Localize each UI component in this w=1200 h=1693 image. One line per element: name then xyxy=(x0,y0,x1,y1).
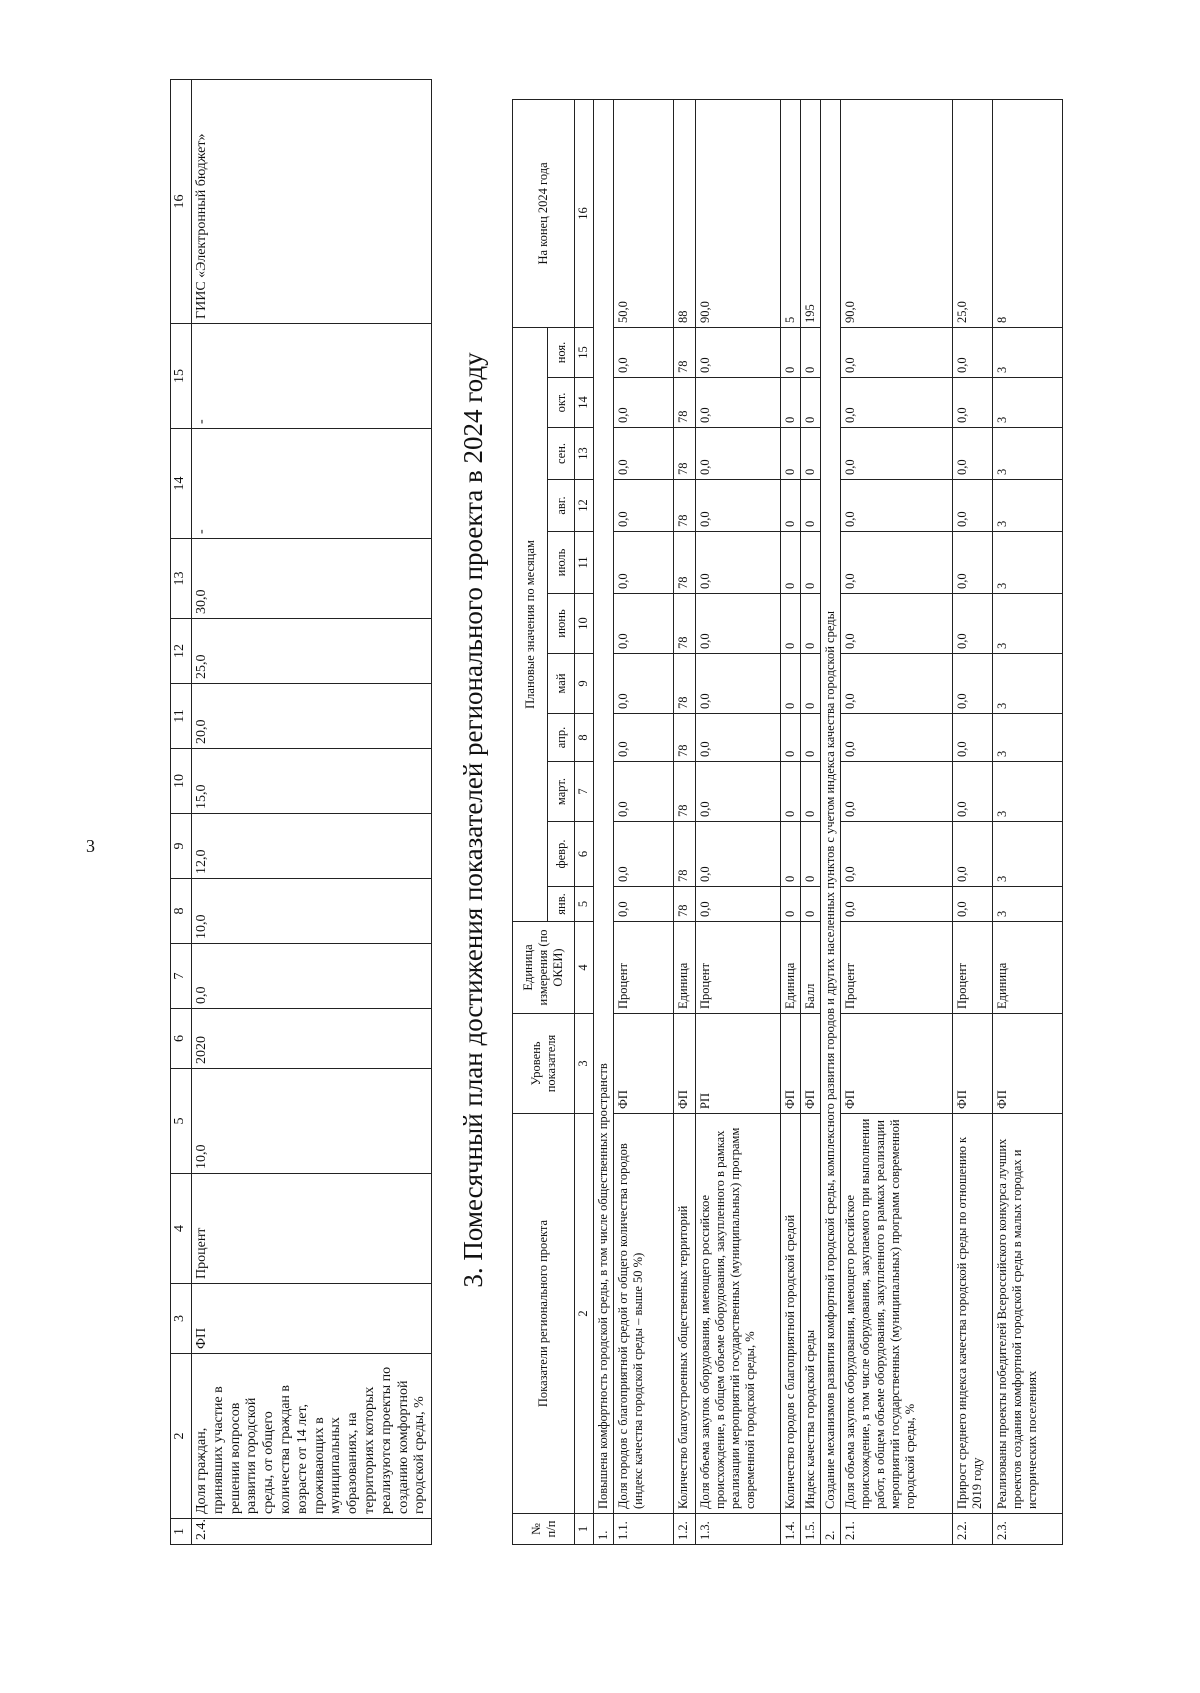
month-value: 0,0 xyxy=(614,714,674,762)
value-cell: 0,0 xyxy=(192,944,432,1009)
header-year-end: На конец 2024 года xyxy=(513,99,575,327)
indicator-unit: Процент xyxy=(696,922,781,1014)
section-row xyxy=(594,99,614,1544)
month-value: 3 xyxy=(993,654,1063,714)
col-number: 2 xyxy=(171,1354,192,1519)
value-cell: 12,0 xyxy=(192,814,432,879)
month-value: 0,0 xyxy=(953,428,993,480)
month-value: 78 xyxy=(674,428,696,480)
col-number: 14 xyxy=(171,429,192,539)
col-number: 11 xyxy=(171,684,192,749)
indicator-level: ФП xyxy=(781,1014,801,1114)
month-value: 0,0 xyxy=(953,378,993,428)
month-value: 3 xyxy=(993,887,1063,922)
indicator-unit: Процент xyxy=(192,1174,432,1284)
month-value: 0 xyxy=(801,532,821,594)
indicator-name: Индекс качества городской среды xyxy=(801,1114,821,1514)
row-number: 1.1. xyxy=(614,1514,674,1545)
col-number: 13 xyxy=(171,539,192,619)
value-cell: - xyxy=(192,324,432,429)
year-end-value: 90,0 xyxy=(841,99,953,327)
indicator-unit: Балл xyxy=(801,922,821,1014)
month-value: 0,0 xyxy=(696,428,781,480)
table-row xyxy=(696,99,781,1544)
indicator-level: РП xyxy=(696,1014,781,1114)
col-number: 5 xyxy=(575,887,594,922)
section1-rows xyxy=(614,99,821,1544)
row-number: 1.3. xyxy=(696,1514,781,1545)
indicator-name: Доля городов с благоприятной средой от общего количества городов (индекс качества городской среды – выше 50 %) xyxy=(614,1114,674,1514)
header-month: окт. xyxy=(548,378,575,428)
section-row xyxy=(821,99,841,1544)
month-value: 0 xyxy=(781,594,801,654)
month-value: 3 xyxy=(993,532,1063,594)
month-value: 0,0 xyxy=(696,327,781,377)
month-value: 78 xyxy=(674,654,696,714)
month-value: 0,0 xyxy=(953,594,993,654)
month-value: 0 xyxy=(801,887,821,922)
header-num: № п/п xyxy=(513,1514,575,1545)
col-number: 7 xyxy=(171,944,192,1009)
month-value: 0,0 xyxy=(953,887,993,922)
header-month: май xyxy=(548,654,575,714)
header-indicator: Показатели регионального проекта xyxy=(513,1114,575,1514)
base-year: 2020 xyxy=(192,1009,432,1069)
month-value: 0,0 xyxy=(841,480,953,532)
col-number: 7 xyxy=(575,762,594,822)
month-value: 0,0 xyxy=(841,822,953,887)
row-number: 2.3. xyxy=(993,1514,1063,1545)
landscape-content xyxy=(170,95,1170,1545)
indicator-unit: Процент xyxy=(614,922,674,1014)
header-level: Уровень показателя xyxy=(513,1014,575,1114)
column-number-row xyxy=(171,80,192,1545)
col-number: 16 xyxy=(575,99,594,327)
table-row xyxy=(953,99,993,1544)
month-value: 0,0 xyxy=(953,762,993,822)
indicator-name: Количество городов с благоприятной городской средой xyxy=(781,1114,801,1514)
month-value: 0,0 xyxy=(696,594,781,654)
col-number: 9 xyxy=(171,814,192,879)
indicator-level: ФП xyxy=(674,1014,696,1114)
month-value: 0,0 xyxy=(696,480,781,532)
col-number: 3 xyxy=(575,1014,594,1114)
col-number: 9 xyxy=(575,654,594,714)
month-value: 0,0 xyxy=(841,887,953,922)
indicator-level: ФП xyxy=(993,1014,1063,1114)
page-number: 3 xyxy=(86,836,95,856)
indicator-unit: Единица xyxy=(781,922,801,1014)
month-value: 0,0 xyxy=(696,654,781,714)
column-number-row xyxy=(575,99,594,1544)
month-value: 3 xyxy=(993,594,1063,654)
month-value: 0,0 xyxy=(953,714,993,762)
row-number: 1.2. xyxy=(674,1514,696,1545)
row-number: 1.5. xyxy=(801,1514,821,1545)
month-value: 0 xyxy=(781,480,801,532)
header-month: сен. xyxy=(548,428,575,480)
indicator-level: ФП xyxy=(801,1014,821,1114)
indicator-level: ФП xyxy=(614,1014,674,1114)
section-title: 3. Помесячный план достижения показателей регионального проекта в 2024 году xyxy=(458,352,488,1288)
table-row xyxy=(614,99,674,1544)
indicator-name: Реализованы проекты победителей Всероссийского конкурса лучших проектов создания комфортной городской среды в малых городах и исторических поселениях xyxy=(993,1114,1063,1514)
month-value: 0,0 xyxy=(841,762,953,822)
indicator-level: ФП xyxy=(841,1014,953,1114)
month-value: 0 xyxy=(781,378,801,428)
year-end-value: 5 xyxy=(781,99,801,327)
table-row xyxy=(801,99,821,1544)
month-value: 0,0 xyxy=(614,887,674,922)
year-end-value: 88 xyxy=(674,99,696,327)
col-number: 8 xyxy=(575,714,594,762)
header-month: февр. xyxy=(548,822,575,887)
month-value: 0 xyxy=(781,428,801,480)
col-number: 8 xyxy=(171,879,192,944)
month-value: 0,0 xyxy=(614,594,674,654)
month-value: 0 xyxy=(801,428,821,480)
month-value: 0,0 xyxy=(841,654,953,714)
value-cell: 15,0 xyxy=(192,749,432,814)
col-number: 6 xyxy=(575,822,594,887)
month-value: 0,0 xyxy=(696,887,781,922)
value-cell: 10,0 xyxy=(192,879,432,944)
month-value: 0 xyxy=(781,714,801,762)
month-value: 78 xyxy=(674,762,696,822)
month-value: 0 xyxy=(801,378,821,428)
month-value: 0 xyxy=(801,654,821,714)
table-row xyxy=(674,99,696,1544)
col-number: 10 xyxy=(575,594,594,654)
table-row xyxy=(781,99,801,1544)
indicator-unit: Процент xyxy=(953,922,993,1014)
month-value: 0 xyxy=(781,762,801,822)
col-number: 15 xyxy=(575,327,594,377)
month-value: 0,0 xyxy=(953,654,993,714)
month-value: 78 xyxy=(674,327,696,377)
month-value: 0,0 xyxy=(614,654,674,714)
month-value: 78 xyxy=(674,594,696,654)
monthly-plan-table xyxy=(512,99,1063,1545)
month-value: 78 xyxy=(674,378,696,428)
month-value: 0 xyxy=(781,887,801,922)
col-number: 11 xyxy=(575,532,594,594)
month-value: 78 xyxy=(674,532,696,594)
month-value: 3 xyxy=(993,327,1063,377)
indicator-name: Доля объема закупок оборудования, имеющего российское происхождение, в общем объеме оборудования, закупленного в рамках реализации мероприятий государственных (муниципальных) программ современной городской среды, % xyxy=(696,1114,781,1514)
col-number: 5 xyxy=(171,1069,192,1174)
month-value: 0 xyxy=(781,654,801,714)
indicator-name: Доля объема закупок оборудования, имеющего российское происхождение, в том числе оборудования, закупаемого при выполнении работ, в общем объеме оборудования, закупленного в рамках реализации мероприятий государственных (муниципальных) программ современной городской среды, % xyxy=(841,1114,953,1514)
col-number: 4 xyxy=(171,1174,192,1284)
month-value: 0,0 xyxy=(841,428,953,480)
month-value: 0,0 xyxy=(614,762,674,822)
col-number: 2 xyxy=(575,1114,594,1514)
month-value: 0 xyxy=(801,714,821,762)
month-value: 0,0 xyxy=(614,532,674,594)
month-value: 0,0 xyxy=(841,594,953,654)
month-value: 0 xyxy=(781,532,801,594)
header-month: апр. xyxy=(548,714,575,762)
col-number: 15 xyxy=(171,324,192,429)
row-number: 2.2. xyxy=(953,1514,993,1545)
month-value: 0 xyxy=(801,594,821,654)
month-value: 0,0 xyxy=(614,378,674,428)
row-number: 2.4. xyxy=(192,1519,432,1545)
section-title-cell: Повышена комфортность городской среды, в том числе общественных пространств xyxy=(594,99,614,1513)
value-cell: - xyxy=(192,429,432,539)
data-source: ГИИС «Электронный бюджет» xyxy=(192,80,432,324)
row-number: 2.1. xyxy=(841,1514,953,1545)
col-number: 16 xyxy=(171,80,192,324)
col-number: 12 xyxy=(575,480,594,532)
row-number: 1.4. xyxy=(781,1514,801,1545)
month-value: 0,0 xyxy=(614,480,674,532)
section-number: 1. xyxy=(594,1514,614,1545)
month-value: 0,0 xyxy=(696,532,781,594)
year-end-value: 50,0 xyxy=(614,99,674,327)
month-value: 0 xyxy=(781,327,801,377)
indicator-unit: Единица xyxy=(993,922,1063,1014)
month-value: 0 xyxy=(781,822,801,887)
col-number: 14 xyxy=(575,378,594,428)
section-number: 2. xyxy=(821,1514,841,1545)
indicator-level: ФП xyxy=(192,1284,432,1354)
col-number: 13 xyxy=(575,428,594,480)
month-value: 0,0 xyxy=(953,480,993,532)
indicator-name: Доля граждан, принявших участие в решении вопросов развития городской среды, от общего количества граждан в возрасте от 14 лет, проживающих в муниципальных образованиях, на территориях которых реализуются проекты по созданию комфортной городской среды, % xyxy=(192,1354,432,1519)
col-number: 12 xyxy=(171,619,192,684)
col-number: 4 xyxy=(575,922,594,1014)
table-row xyxy=(841,99,953,1544)
indicator-unit: Единица xyxy=(674,922,696,1014)
header-month: июль xyxy=(548,532,575,594)
month-value: 78 xyxy=(674,822,696,887)
header-unit: Единица измерения (по ОКЕИ) xyxy=(513,922,575,1014)
col-number: 1 xyxy=(171,1519,192,1545)
indicators-table-continuation xyxy=(170,79,432,1545)
year-end-value: 8 xyxy=(993,99,1063,327)
month-value: 0,0 xyxy=(841,378,953,428)
col-number: 6 xyxy=(171,1009,192,1069)
year-end-value: 195 xyxy=(801,99,821,327)
month-value: 0 xyxy=(801,480,821,532)
month-value: 0,0 xyxy=(953,532,993,594)
month-value: 3 xyxy=(993,822,1063,887)
month-value: 3 xyxy=(993,762,1063,822)
indicator-name: Прирост среднего индекса качества городской среды по отношению к 2019 году xyxy=(953,1114,993,1514)
month-value: 0 xyxy=(801,327,821,377)
month-value: 0,0 xyxy=(953,822,993,887)
month-value: 78 xyxy=(674,887,696,922)
value-cell: 20,0 xyxy=(192,684,432,749)
month-value: 0,0 xyxy=(696,762,781,822)
col-number: 1 xyxy=(575,1514,594,1545)
month-value: 78 xyxy=(674,714,696,762)
value-cell: 25,0 xyxy=(192,619,432,684)
month-value: 3 xyxy=(993,428,1063,480)
month-value: 78 xyxy=(674,480,696,532)
col-number: 10 xyxy=(171,749,192,814)
month-value: 0,0 xyxy=(841,532,953,594)
section-title-cell: Создание механизмов развития комфортной городской среды, комплексного развития городов и других населенных пунктов с учетом индекса качества городской среды xyxy=(821,99,841,1513)
month-value: 3 xyxy=(993,714,1063,762)
year-end-value: 25,0 xyxy=(953,99,993,327)
indicator-unit: Процент xyxy=(841,922,953,1014)
month-value: 0,0 xyxy=(614,428,674,480)
value-cell: 30,0 xyxy=(192,539,432,619)
section2-rows xyxy=(841,99,1063,1544)
month-value: 0,0 xyxy=(953,327,993,377)
header-month: ноя. xyxy=(548,327,575,377)
year-end-value: 90,0 xyxy=(696,99,781,327)
header-month: янв. xyxy=(548,887,575,922)
header-month: июнь xyxy=(548,594,575,654)
month-value: 0,0 xyxy=(841,327,953,377)
indicator-name: Количество благоустроенных общественных территорий xyxy=(674,1114,696,1514)
col-number: 3 xyxy=(171,1284,192,1354)
header-row xyxy=(513,99,548,1544)
month-value: 0,0 xyxy=(614,327,674,377)
table-row xyxy=(993,99,1063,1544)
month-value: 0,0 xyxy=(614,822,674,887)
table-row xyxy=(192,80,432,1545)
indicator-level: ФП xyxy=(953,1014,993,1114)
month-value: 0,0 xyxy=(696,822,781,887)
base-value: 10,0 xyxy=(192,1069,432,1174)
month-value: 0,0 xyxy=(696,714,781,762)
month-value: 0 xyxy=(801,762,821,822)
month-value: 0,0 xyxy=(841,714,953,762)
month-value: 3 xyxy=(993,480,1063,532)
header-month: март. xyxy=(548,762,575,822)
month-value: 3 xyxy=(993,378,1063,428)
month-value: 0,0 xyxy=(696,378,781,428)
month-value: 0 xyxy=(801,822,821,887)
header-month: авг. xyxy=(548,480,575,532)
header-monthly-group: Плановые значения по месяцам xyxy=(513,327,548,921)
